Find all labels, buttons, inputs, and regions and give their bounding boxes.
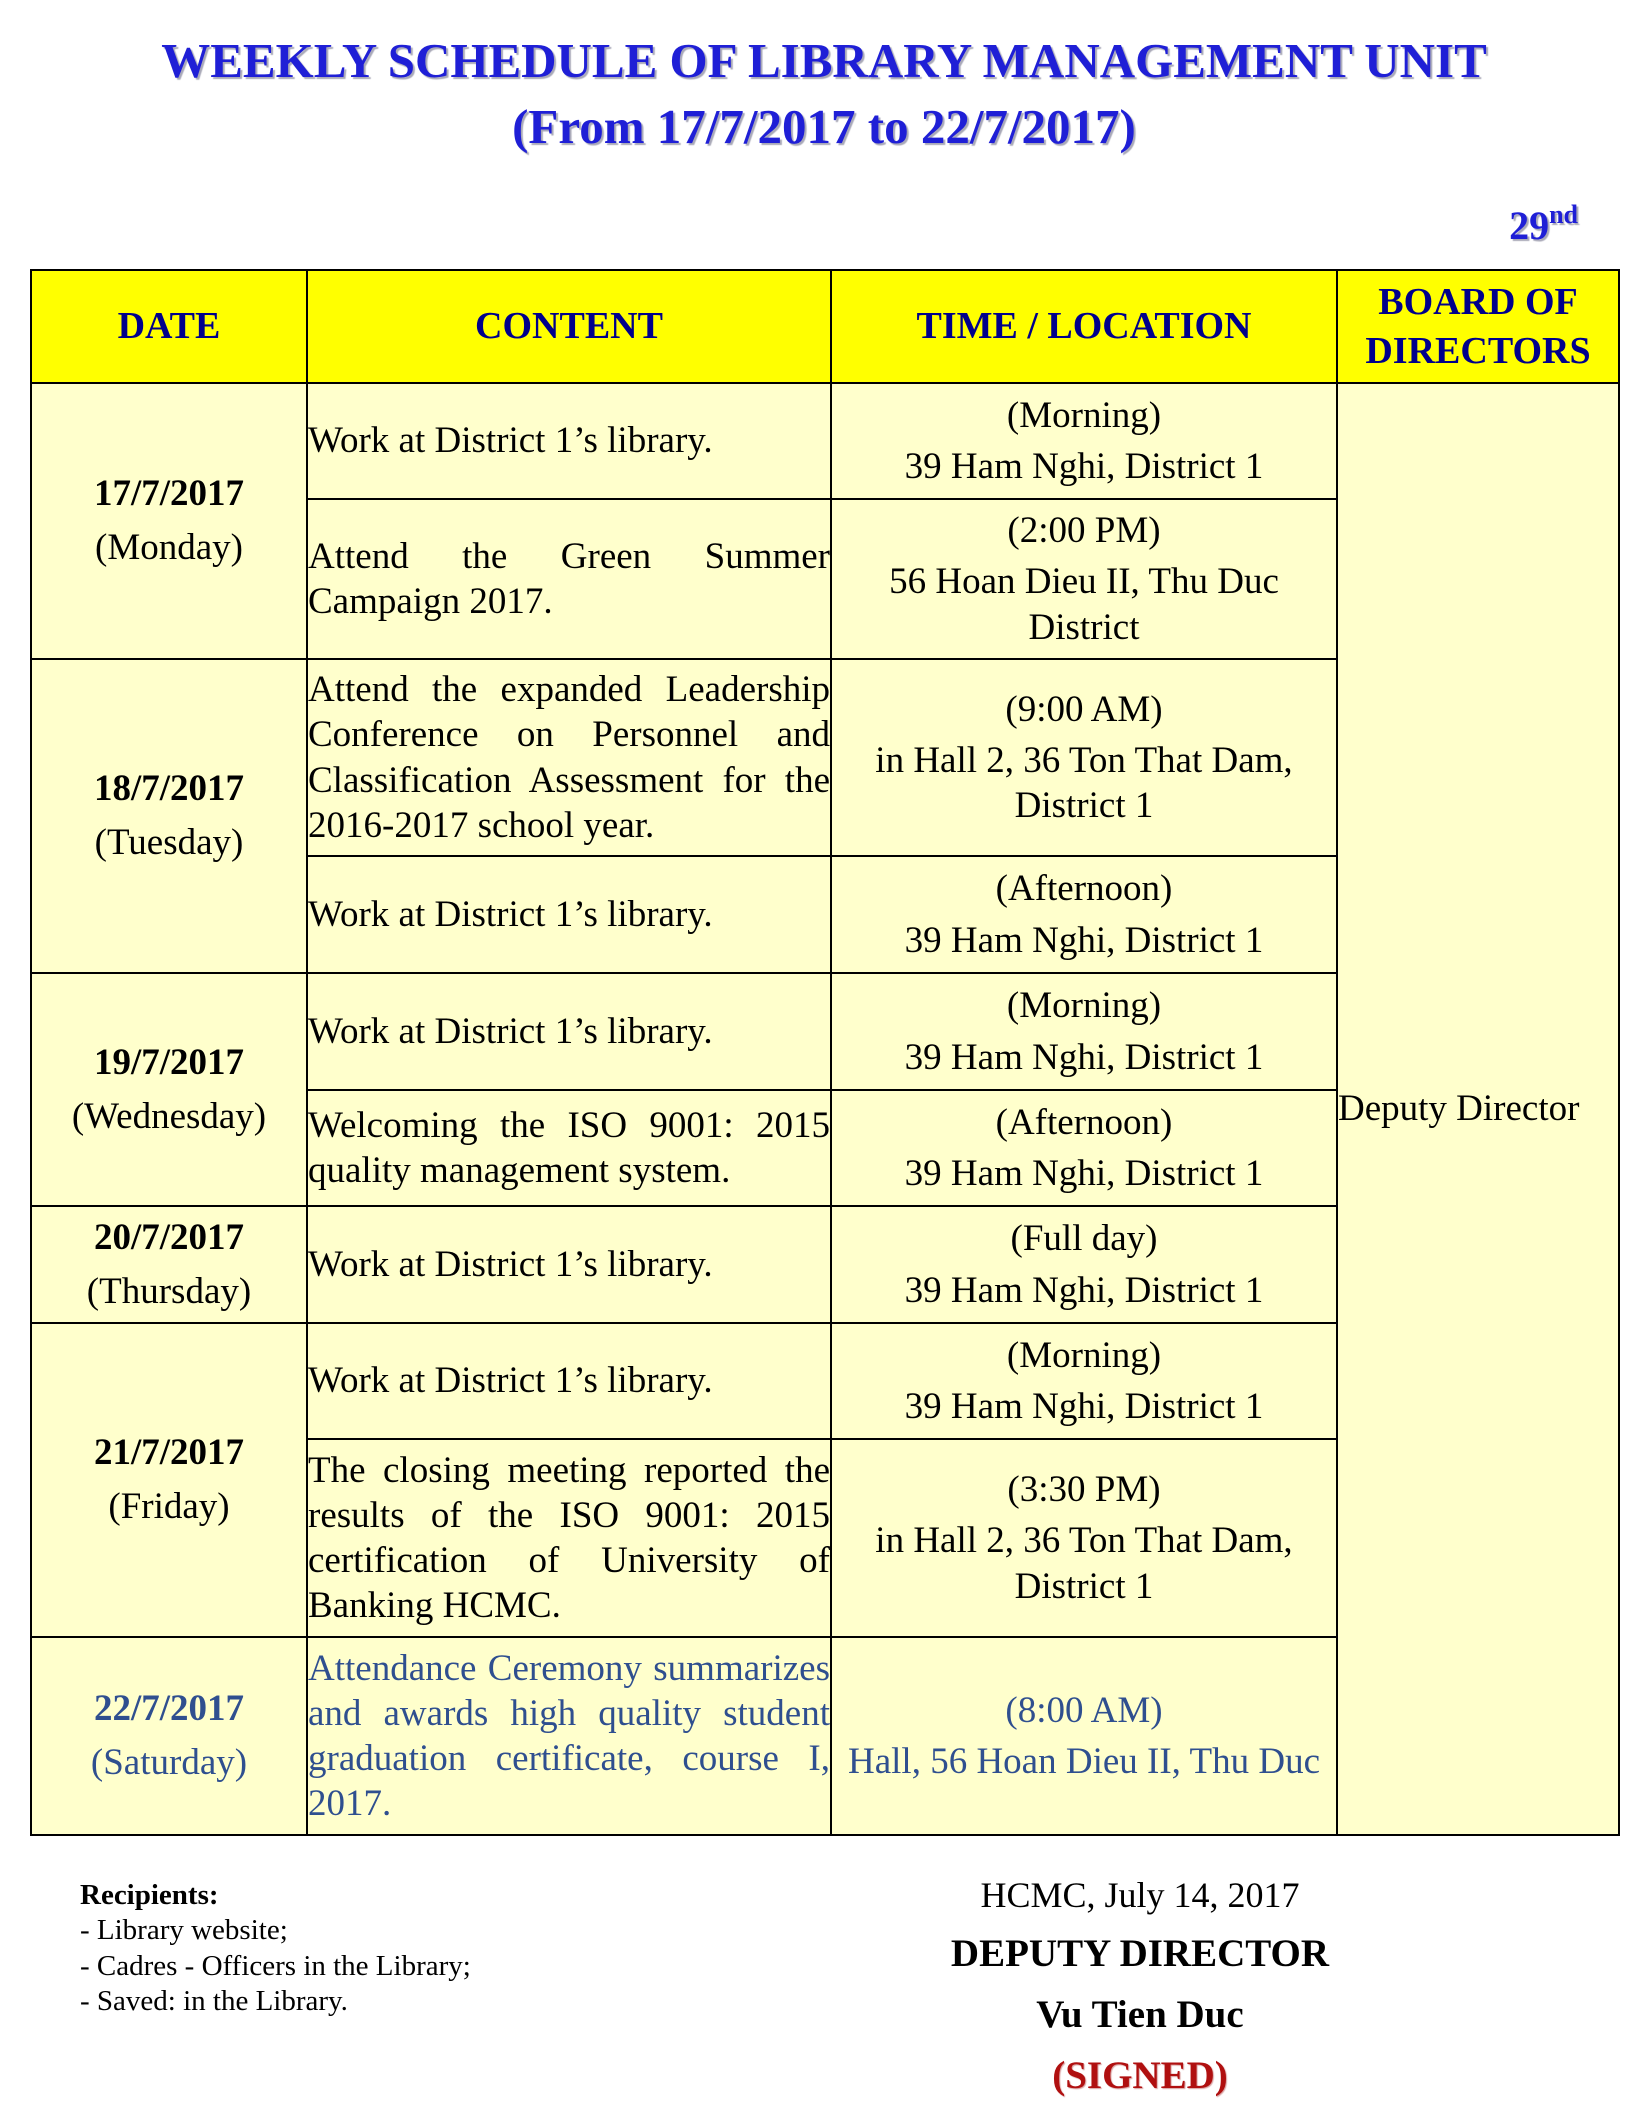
time-label: (9:00 AM) [1005,688,1163,730]
content-cell: Attend the expanded Leadership Conference on Personnel and Classification Assessment for the 2016-2017 school year. [307,659,831,856]
content-cell: Attend the Green Summer Campaign 2017. [307,499,831,659]
location-label: 39 Ham Nghi, District 1 [904,1153,1264,1194]
date-value: 19/7/2017 [93,1041,245,1083]
time-location-cell [831,499,1337,659]
signature-name: Vu Tien Duc [1036,1993,1244,2036]
location-label: in Hall 2, 36 Ton That Dam, District 1 [875,739,1293,827]
document-title: WEEKLY SCHEDULE OF LIBRARY MANAGEMENT UNIT [161,33,1487,88]
signature-place-date: HCMC, July 14, 2017 [980,1875,1300,1915]
weekday: (Wednesday) [71,1095,267,1137]
date-cell [31,1637,307,1835]
date-value: 20/7/2017 [93,1216,245,1258]
location-label: 39 Ham Nghi, District 1 [904,1386,1264,1427]
signed-stamp: (SIGNED) [1052,2054,1228,2097]
recipient-item: - Library website; [80,1914,288,1947]
time-label: (Full day) [1010,1218,1158,1260]
date-cell [31,1323,307,1637]
time-location-cell [831,383,1337,499]
date-cell [31,1206,307,1323]
document-date-range: (From 17/7/2017 to 22/7/2017) [512,99,1136,154]
time-location-cell [831,659,1337,856]
header-time-location: TIME / LOCATION [831,270,1337,383]
date-cell [31,973,307,1206]
weekday: (Tuesday) [94,822,244,863]
table-row [31,383,1619,499]
table-header-row [31,270,1619,383]
date-value: 17/7/2017 [93,473,245,515]
weekday: (Monday) [95,527,243,568]
weekday: (Friday) [108,1486,230,1527]
content-cell: Work at District 1’s library. [307,856,831,973]
content-cell: Work at District 1’s library. [307,1323,831,1439]
recipient-item: - Saved: in the Library. [80,1985,348,2018]
content-cell: Attendance Ceremony summarizes and awards high quality student graduation certificate, course I, 2017. [307,1637,831,1835]
location-label: 39 Ham Nghi, District 1 [904,919,1264,961]
week-number [1509,200,1578,249]
date-value: 22/7/2017 [93,1688,245,1730]
header-content: CONTENT [307,270,831,383]
content-cell: Welcoming the ISO 9001: 2015 quality management system. [307,1090,831,1206]
content-cell: Work at District 1’s library. [307,1206,831,1323]
date-value: 21/7/2017 [93,1432,245,1474]
header-board: BOARD OF DIRECTORS [1337,270,1619,383]
weekday: (Saturday) [90,1742,248,1783]
time-label: (Morning) [1006,1334,1162,1376]
time-label: (3:30 PM) [1007,1469,1161,1511]
time-label: (8:00 AM) [1005,1689,1163,1731]
location-label: in Hall 2, 36 Ton That Dam, District 1 [875,1520,1293,1607]
recipient-item: - Cadres - Officers in the Library; [80,1949,471,1982]
location-label: 56 Hoan Dieu II, Thu Duc District [889,561,1279,648]
recipients-block [80,1878,471,2020]
time-label: (Afternoon) [995,868,1173,910]
content-cell: The closing meeting reported the results of the ISO 9001: 2015 certification of University of Banking HCMC. [307,1439,831,1637]
date-cell [31,383,307,659]
board-of-directors-cell: Deputy Director [1337,383,1619,1835]
location-label: 39 Ham Nghi, District 1 [904,446,1264,487]
time-location-cell [831,1323,1337,1439]
date-value: 18/7/2017 [93,768,245,810]
schedule-table [30,269,1620,1836]
time-location-cell [831,856,1337,973]
content-cell: Work at District 1’s library. [307,383,831,499]
time-label: (2:00 PM) [1007,510,1161,552]
week-number-value: 29 [1509,203,1550,248]
time-location-cell [831,1439,1337,1637]
weekday: (Thursday) [86,1270,252,1312]
time-location-cell [831,1206,1337,1323]
date-cell [31,659,307,973]
time-label: (Afternoon) [995,1101,1173,1143]
location-label: 39 Ham Nghi, District 1 [904,1269,1264,1311]
time-label: (Morning) [1006,394,1162,436]
location-label: 39 Ham Nghi, District 1 [904,1036,1264,1078]
location-label: Hall, 56 Hoan Dieu II, Thu Duc [848,1741,1320,1782]
time-label: (Morning) [1006,985,1162,1027]
recipients-title: Recipients: [80,1879,219,1911]
content-cell: Work at District 1’s library. [307,973,831,1090]
time-location-cell [831,973,1337,1090]
signature-role: DEPUTY DIRECTOR [950,1932,1330,1975]
week-number-suffix: nd [1549,200,1578,229]
time-location-cell [831,1090,1337,1206]
header-date: DATE [31,270,307,383]
time-location-cell [831,1637,1337,1835]
